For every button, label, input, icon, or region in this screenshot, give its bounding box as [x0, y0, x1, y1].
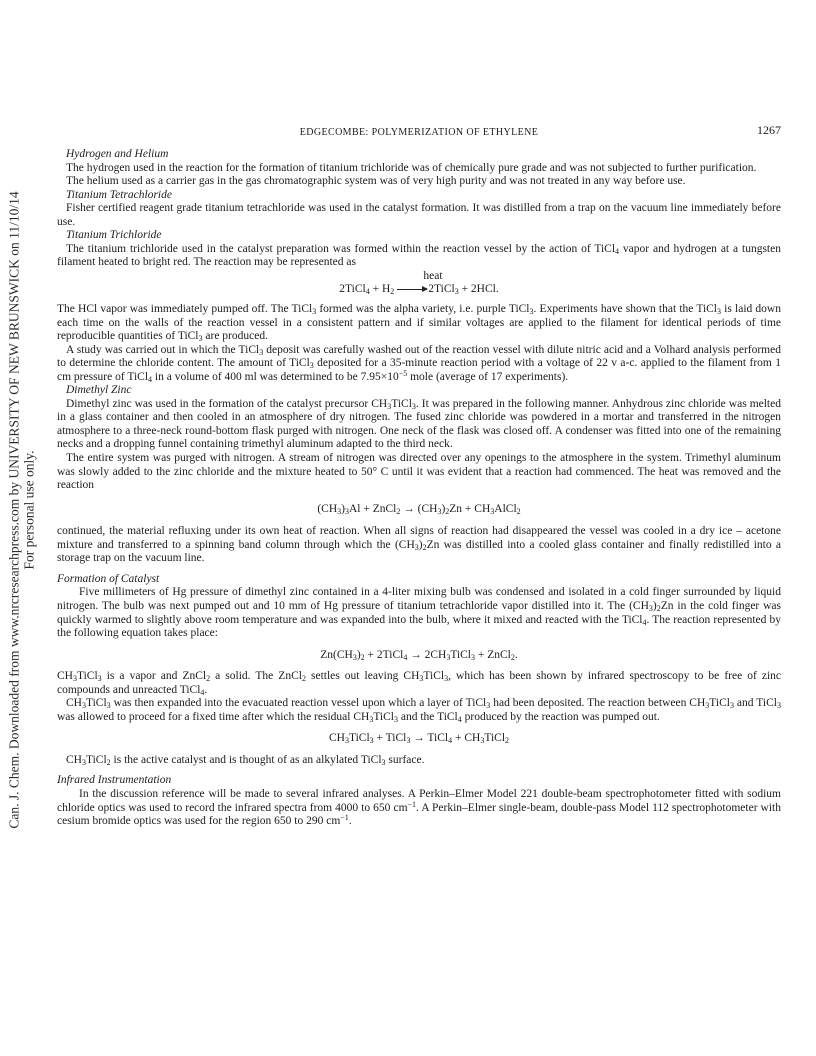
paragraph-catalyst-formation: Five millimeters of Hg pressure of dimethyl zinc contained in a 4-liter mixing bulb was condensed and isolated in a cold finger surrounded by liquid nitrogen. The bulb was next pumped out and 10 mm of Hg pressure of titanium tetrachloride vapor distilled into it. The $(CH_3)_2Zn$ in the cold finger was quickly warmed to slightly above room temperature and was expanded into the bulb, where it mixed and reacted with the TiCl$_4$. The reaction represented by the following equation takes place:: [57, 586, 782, 640]
heading-titanium-tetrachloride: Titanium Tetrachloride: [66, 188, 172, 201]
equation-ticl3-formation: 2TiCl$_4$ + $H_2$ 2TiCl$_3$ + 2HCl.: [339, 283, 499, 297]
paragraph-zncl2-settles: $CH_3TiCl_3$ is a vapor and ZnCl$_2$ a solid. The ZnCl$_2$ settles out leaving $CH_3TiCl_3$, which has been shown by infrared spectroscopy to be free of zinc compounds and unreacted TiCl$_4$.: [57, 670, 782, 697]
paragraph-hydrogen: The hydrogen used in the reaction for the formation of titanium trichloride was of chemically pure grade and was not subjected to further purification.: [66, 161, 757, 174]
journal-page: [57, 124, 781, 829]
equation-alkylation: $CH_3TiCl_3$ + TiCl$_3$ → TiCl$_4$ + $CH_3TiCl_2$: [328, 732, 510, 746]
paragraph-helium: The helium used as a carrier gas in the gas chromatographic system was of very high purity and was not treated in any way before use.: [66, 175, 686, 188]
heading-dimethyl-zinc: Dimethyl Zinc: [66, 384, 132, 397]
heading-titanium-trichloride: Titanium Trichloride: [66, 229, 162, 242]
heading-infrared-instrumentation: Infrared Instrumentation: [57, 774, 172, 787]
page-header: [57, 124, 781, 138]
paragraph-dimethyl-zinc-prep: Dimethyl zinc was used in the formation of the catalyst precursor $CH_3TiCl_3$. It was prepared in the following manner. Anhydrous zinc chloride was melted in a glass container and then cooled in an atmosphere of dry nitrogen. The fused zinc chloride was powdered in a mortar and transferred in the nitrogen atmosphere to a three-neck round-bottom flask purged with nitrogen. One neck of the flask was closed off. A condenser was fitted into one of the remaining necks and a dropping funnel containing trimethyl aluminum adapted to the third neck.: [57, 397, 781, 451]
equation-dimethyl-zinc: $(CH_3)_3Al$ + ZnCl$_2$ → $(CH_3)_2Zn$ + $CH_3AlCl_2$: [317, 502, 521, 516]
heading-formation-catalyst: Formation of Catalyst: [57, 572, 160, 585]
paragraph-hcl-vapor: The HCl vapor was immediately pumped off. The TiCl$_3$ formed was the alpha variety, i.e. purple TiCl$_3$. Experiments have shown that the TiCl$_3$ is laid down each time on the walls of the reaction vessel in a consistent pattern and if similar voltages are applied to the filament for identical periods of time reproducible quantities of TiCl$_3$ are produced.: [57, 303, 781, 344]
paragraph-ticl3-formation: The titanium trichloride used in the catalyst preparation was formed within the reaction vessel by the action of TiCl$_4$ vapor and hydrogen at a tungsten filament heated to bright red. The reaction may be represented as: [57, 242, 781, 269]
paragraph-ticl4: Fisher certified reagent grade titanium tetrachloride was used in the catalyst formation. It was distilled from a trap on the vacuum line immediately before use.: [57, 202, 781, 228]
paragraph-active-catalyst: $CH_3TiCl_2$ is the active catalyst and is thought of as an alkylated TiCl$_3$ surface.: [66, 753, 425, 767]
paragraph-distillation: continued, the material refluxing under its own heat of reaction. When all signs of reaction had disappeared the vessel was cooled in a dry ice – acetone mixture and transferred to a spinning band column through which the $(CH_3)_2Zn$ was distilled into a cooled glass container and finally redistilled into a storage trap on the vacuum line.: [57, 525, 781, 565]
paragraph-volhard-analysis: A study was carried out in which the TiCl$_3$ deposit was carefully washed out of the reaction vessel with dilute nitric acid and a Volhard analysis performed to determine the chloride content. The amount of TiCl$_3$ deposited for a 35-minute reaction period with a voltage of 22 v a-c. applied to the filament from 1 cm pressure of TiCl$_4$ in a volume of 400 ml was determined to be $7.95\times 10^{-5}$ mole (average of 17 experiments).: [57, 343, 781, 384]
paragraph-infrared: In the discussion reference will be made to several infrared analyses. A Perkin–Elmer Model 221 double-beam spectrophotometer fitted with sodium chloride optics was used to record the infrared spectra from 4000 to 650 $cm^{-1}$. A Perkin–Elmer single-beam, double-pass Model 112 spectrophotometer with cesium bromide optics was used for the region 650 to 290 $cm^{-1}$.: [57, 787, 781, 828]
page-number: 1267: [757, 123, 781, 137]
running-head: EDGECOMBE: POLYMERIZATION OF ETHYLENE: [299, 127, 539, 138]
personal-use-notice: For personal use only.: [22, 450, 38, 570]
paragraph-reaction-vessel: $CH_3TiCl_3$ was then expanded into the evacuated reaction vessel upon which a layer of TiCl$_3$ had been deposited. The reaction between $CH_3TiCl_3$ and TiCl$_3$ was allowed to proceed for a fixed time after which the residual $CH_3TiCl_3$ and the TiCl$_4$ produced by the reaction was pumped out.: [57, 697, 781, 724]
paragraph-nitrogen-purge: The entire system was purged with nitrogen. A stream of nitrogen was directed over any openings to the atmosphere in the system. Trimethyl aluminum was slowly added to the zinc chloride and the mixture heated to 50° C until it was evident that a reaction had commenced. The heat was removed and the reaction: [57, 452, 781, 492]
equation-heat-label: heat: [423, 269, 443, 282]
heading-hydrogen-helium: Hydrogen and Helium: [66, 148, 169, 160]
equation-catalyst-formation: $Zn(CH_3)_2$ + 2TiCl$_4$ → $2CH_3TiCl_3$ + ZnCl$_2$.: [320, 648, 518, 662]
download-notice: Can. J. Chem. Downloaded from www.nrcresearchpress.com by UNIVERSITY OF NEW BRUNSWICK on 11/10/14: [7, 191, 23, 829]
reaction-arrow: [397, 289, 427, 290]
download-watermark: [2, 191, 42, 829]
